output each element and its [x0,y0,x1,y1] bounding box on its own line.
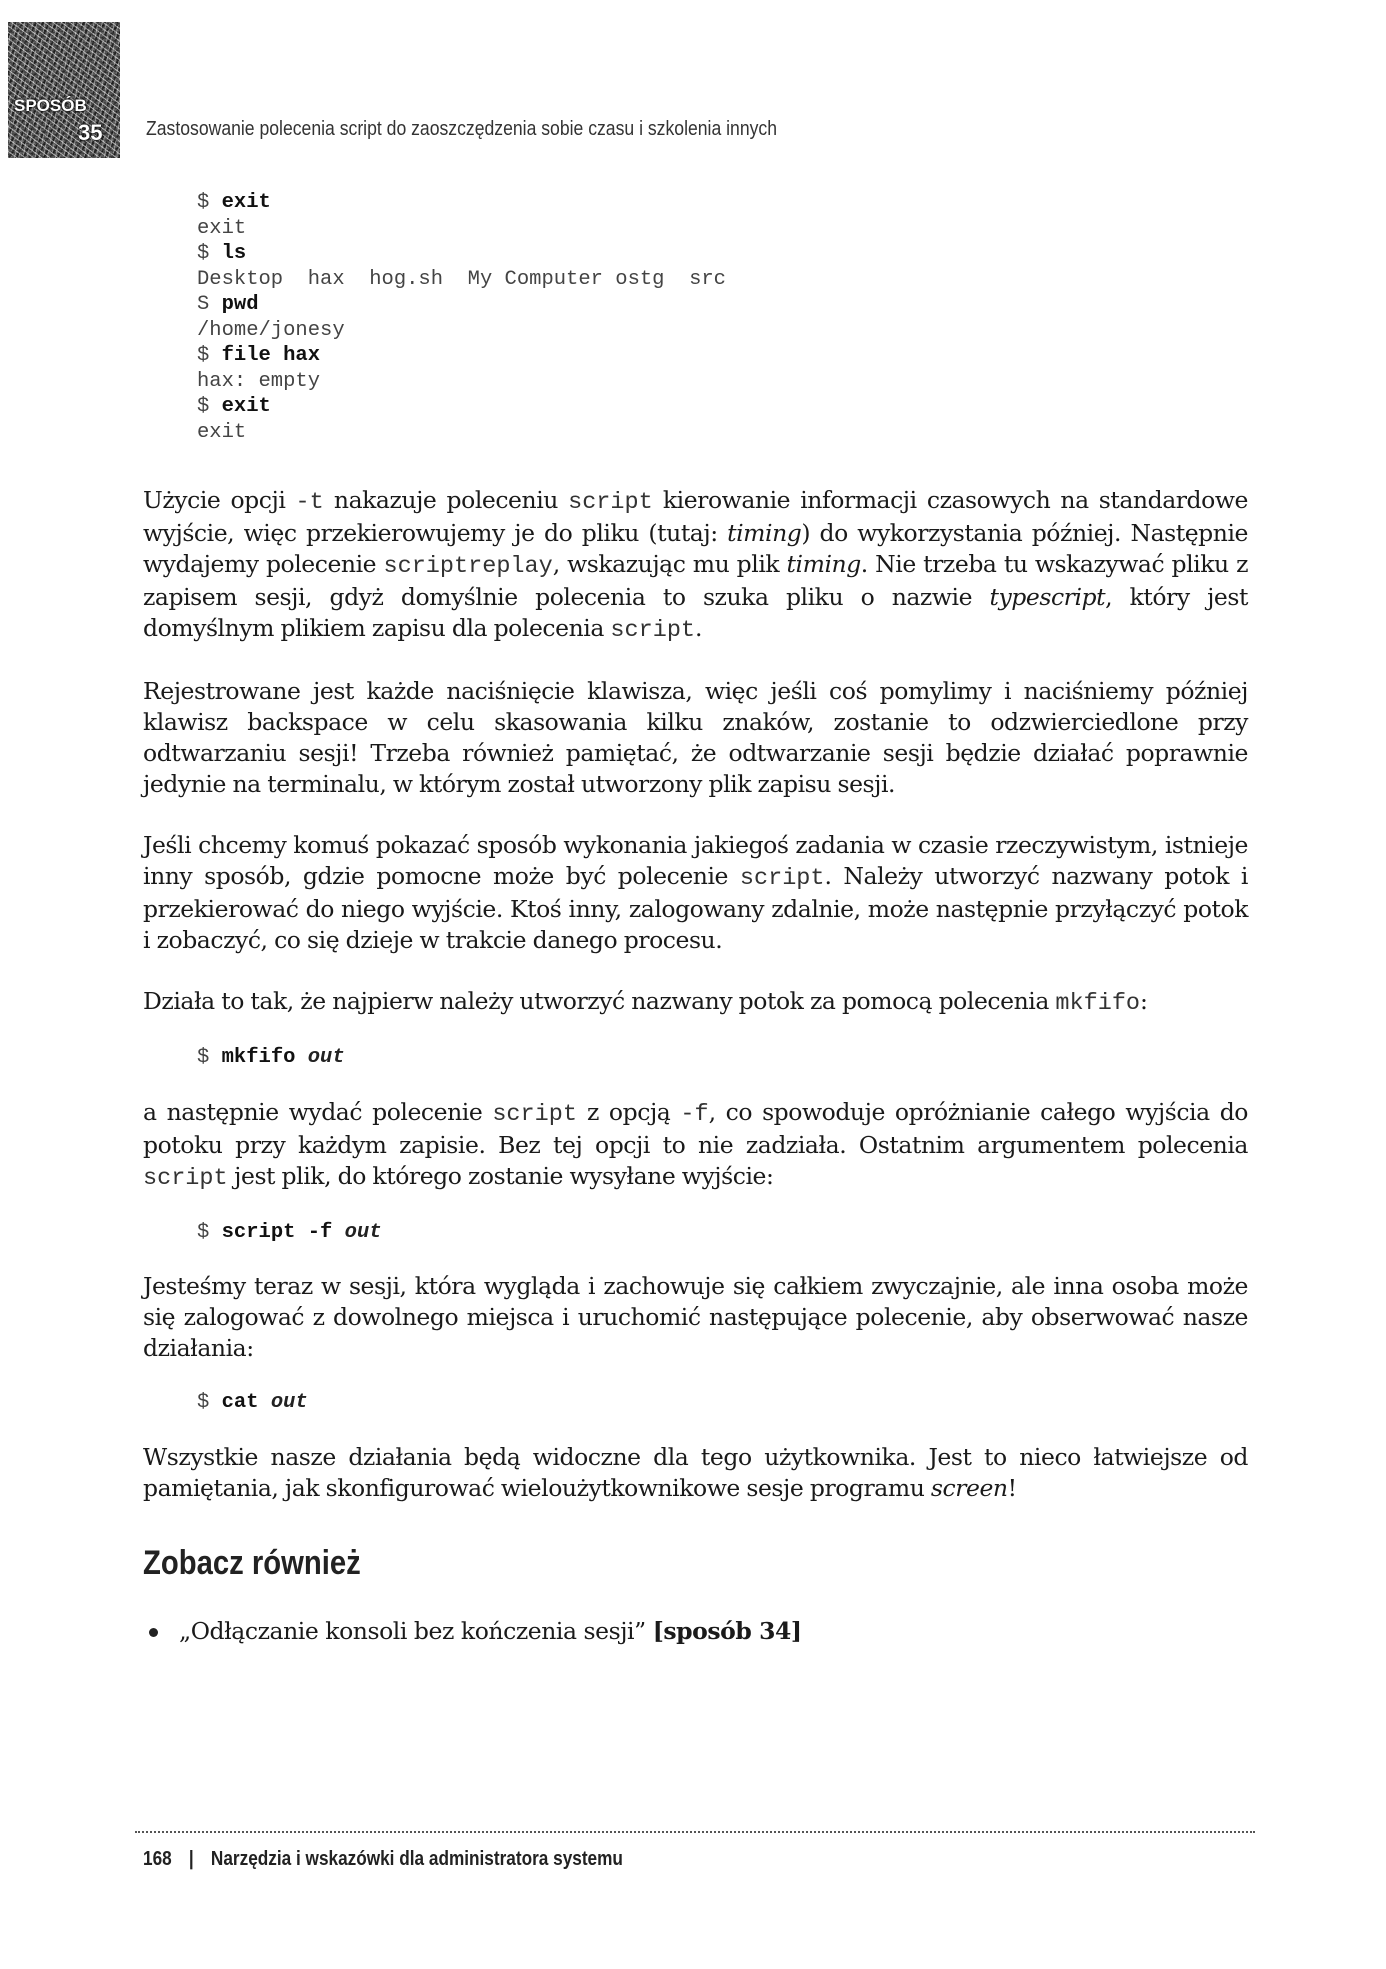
see-also-item-ref[interactable]: [sposób 34] [652,1616,802,1645]
code-line: /home/jonesy [197,318,345,342]
paragraph-conclusion: Wszystkie nasze działania będą widoczne dla tego użytkownika. Jest to nieco łatwiejsze od pamiętania, jak skonfigurować wieloużytkownikowe sesje programu screen! [143,1442,1248,1502]
code-line: exit [197,420,247,444]
section-badge [8,22,120,158]
code-line: hax: empty [197,369,321,393]
book-title: Narzędzia i wskazówki dla administratora systemu [210,1848,623,1870]
bullet-icon [149,1628,158,1637]
page-number: 168 [143,1848,172,1870]
code-line: $ file hax [197,344,321,367]
code-line: S pwd [197,293,259,316]
paragraph-keystrokes: Rejestrowane jest każde naciśnięcie klawisza, więc jeśli coś pomylimy i naciśniemy później klawisz backspace w celu skasowania kilku znaków, zostanie to odzwierciedlone przy odtwarzaniu sesji! Trzeba również pamiętać, że odtwarzanie sesji będzie działać poprawnie jedynie na terminalu, w którym został utworzony plik zapisu sesji. [143,677,1248,798]
paragraph-session: Jesteśmy teraz w sesji, która wygląda i zachowuje się całkiem zwyczajnie, ale inna osoba może się zalogować z dowolnego miejsca i uruchomić następujące polecenie, aby obserwować nasze działania: [143,1272,1248,1362]
footer-separator: | [188,1848,194,1870]
paragraph-timing: Użycie opcji -t nakazuje poleceniu script kierowanie informacji czasowych na standardowe wyjście, więc przekierowujemy je do pliku (tutaj: timing) do wykorzystania później. Następnie wydajemy polecenie scriptreplay, wskazując mu plik timing. Nie trzeba tu wskazywać pliku z zapisem sesji, gdyż domyślnie polecenia to szuka pliku o nazwie typescript, który jest domyślnym plikiem zapisu dla polecenia script. [143,486,1248,644]
code-line: $ exit [197,191,271,214]
see-also-item-text: „Odłączanie konsoli bez kończenia sesji” [179,1616,646,1645]
code-mkfifo: $ mkfifo out [197,1046,345,1069]
badge-number: 35 [78,120,103,145]
paragraph-mkfifo: Działa to tak, że najpierw należy utworzyć nazwany potok za pomocą polecenia mkfifo: [143,987,1148,1017]
code-script-f: $ script -f out [197,1220,382,1244]
code-line: $ ls [197,242,247,265]
code-line: exit [197,216,247,240]
see-also-item [143,1617,1248,1645]
footer-divider [135,1831,1255,1833]
code-block-terminal-session [197,190,1248,445]
badge-label: SPOSÓB [14,96,87,115]
paragraph-script-f: a następnie wydać polecenie script z opcją -f, co spowoduje opróżnianie całego wyjścia do potoku przy każdym zapisie. Bez tej opcji to nie zadziała. Ostatnim argumentem polecenia script jest plik, do którego zostanie wysyłane wyjście: [143,1097,1248,1192]
code-cat-out: $ cat out [197,1391,308,1414]
page-footer [143,1848,623,1871]
code-line: Desktop hax hog.sh My Computer ostg src [197,267,726,291]
code-line: $ exit [197,395,271,418]
page-content [143,190,1248,1645]
see-also-title: Zobacz również [143,1543,361,1582]
running-header: Zastosowanie polecenia script do zaoszczędzenia sobie czasu i szkolenia innych [146,118,778,140]
paragraph-realtime: Jeśli chcemy komuś pokazać sposób wykonania jakiegoś zadania w czasie rzeczywistym, istnieje inny sposób, gdzie pomocne może być polecenie script. Należy utworzyć nazwany potok i przekierować do niego wyjście. Ktoś inny, zalogowany zdalnie, może następnie przyłączyć potok i zobaczyć, co się dzieje w trakcie danego procesu. [143,831,1248,954]
